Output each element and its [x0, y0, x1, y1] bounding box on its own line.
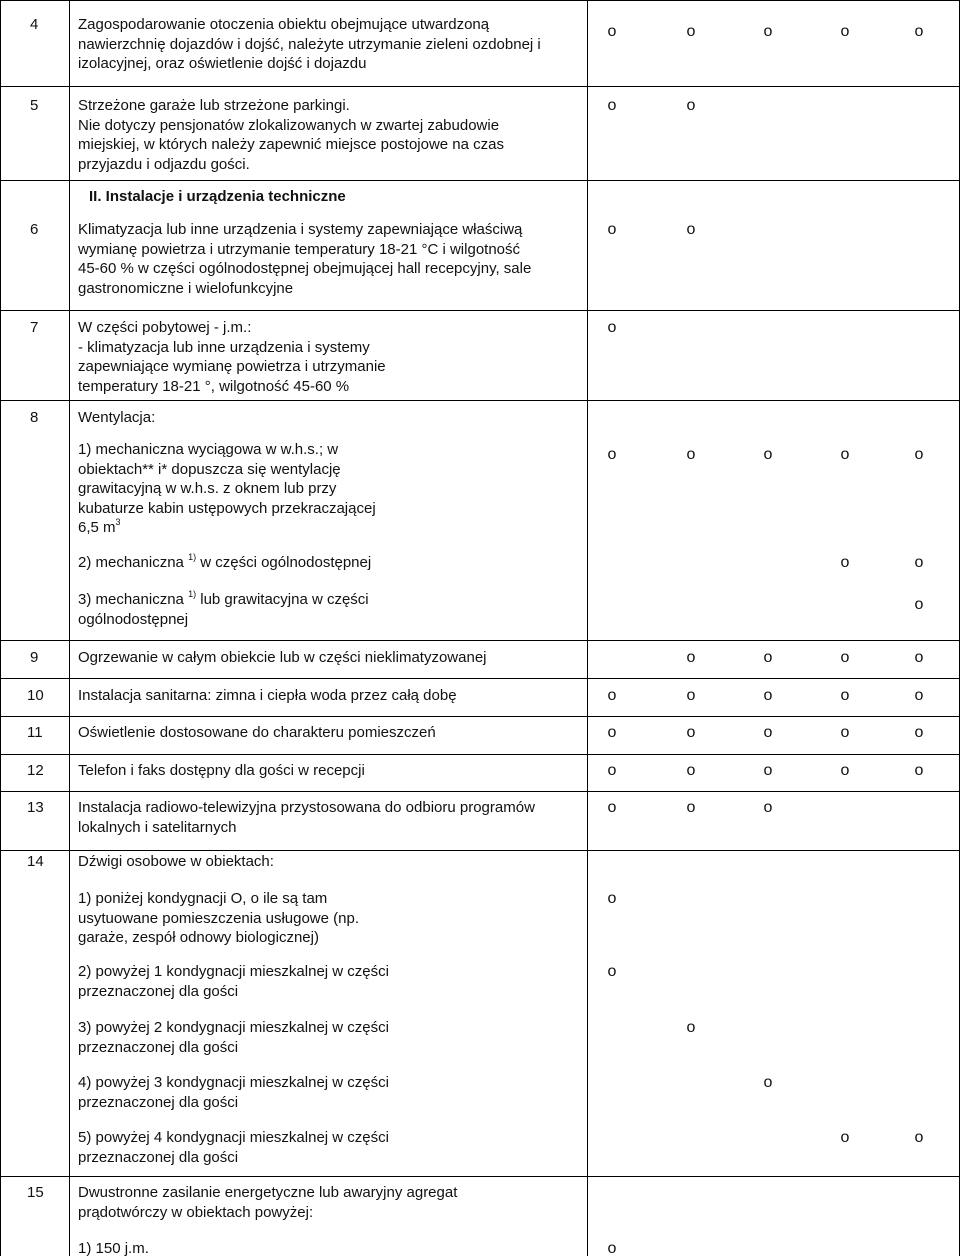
description-line: 45-60 % w części ogólnodostępnej obejmującej hall recepcyjny, sale	[78, 260, 532, 277]
category-mark: o	[607, 890, 617, 907]
description-line: grawitacyjną w w.h.s. z oknem lub przy	[78, 480, 337, 497]
category-mark: o	[763, 687, 773, 704]
description-line: Instalacja radiowo-telewizyjna przystosowana do odbioru programów	[78, 799, 535, 816]
description-line: temperatury 18-21 °, wilgotność 45-60 %	[78, 377, 350, 395]
description-line: usytuowane pomieszczenia usługowe (np.	[78, 909, 359, 927]
description-line: lokalnych i satelitarnych	[78, 818, 237, 836]
description-line: Dwustronne zasilanie energetyczne lub awaryjny agregat	[78, 1184, 458, 1201]
description-line: 5) powyżej 4 kondygnacji mieszkalnej w części	[78, 1129, 389, 1146]
row-description	[78, 408, 155, 428]
description-line: Wentylacja:	[78, 409, 156, 426]
description-line: 1) mechaniczna wyciągowa w w.h.s.; w	[78, 441, 339, 458]
description-line: Oświetlenie dostosowane do charakteru pomieszczeń	[78, 724, 436, 741]
description-line: miejskiej, w których należy zapewnić miejsce postojowe na czas	[78, 136, 505, 153]
row-description	[78, 852, 274, 872]
description-line: Strzeżone garaże lub strzeżone parkingi.	[78, 97, 350, 114]
row-rule	[0, 716, 960, 717]
row-rule	[0, 180, 960, 181]
row-description	[78, 1018, 389, 1057]
description-line: 6,5 $m^3$	[78, 517, 121, 536]
row-description	[78, 220, 531, 298]
category-mark: o	[607, 221, 617, 238]
column-rule	[69, 0, 70, 1256]
row-number: 12	[27, 762, 44, 779]
row-description	[78, 723, 436, 743]
row-number: 7	[30, 319, 39, 336]
row-description	[78, 761, 365, 781]
category-mark: o	[840, 1129, 850, 1146]
description-line: Ogrzewanie w całym obiekcie lub w części nieklimatyzowanej	[78, 649, 487, 666]
row-description	[78, 889, 359, 948]
description-line: - klimatyzacja lub inne urządzenia i systemy	[78, 338, 370, 356]
row-description	[78, 96, 504, 174]
category-mark: o	[763, 799, 773, 816]
category-mark: o	[763, 23, 773, 40]
category-mark: o	[840, 762, 850, 779]
category-mark: o	[914, 649, 924, 666]
category-mark: o	[914, 1129, 924, 1146]
category-mark: o	[686, 97, 696, 114]
category-mark: o	[914, 687, 924, 704]
row-rule	[0, 86, 960, 87]
category-mark: o	[607, 319, 617, 336]
description-line: Klimatyzacja lub inne urządzenia i systemy zapewniające właściwą	[78, 221, 523, 238]
row-rule	[0, 791, 960, 792]
row-number: 13	[27, 799, 44, 816]
description-line: 3) powyżej 2 kondygnacji mieszkalnej w części	[78, 1019, 389, 1036]
row-description	[78, 962, 389, 1001]
category-mark: o	[686, 724, 696, 741]
row-description	[78, 440, 376, 538]
description-line: Instalacja sanitarna: zimna i ciepła woda przez całą dobę	[78, 687, 457, 704]
description-line: W części pobytowej - j.m.:	[78, 319, 252, 336]
category-mark: o	[914, 596, 924, 613]
row-number: 5	[30, 97, 39, 114]
category-mark: o	[607, 97, 617, 114]
description-line: 4) powyżej 3 kondygnacji mieszkalnej w części	[78, 1074, 389, 1091]
row-description	[78, 318, 386, 396]
row-description	[78, 590, 369, 629]
row-number: 10	[27, 687, 44, 704]
row-number: 8	[30, 409, 39, 426]
row-rule	[0, 640, 960, 641]
category-mark: o	[686, 221, 696, 238]
section-heading: II. Instalacje i urządzenia techniczne	[89, 188, 346, 205]
row-description	[78, 1073, 389, 1112]
category-mark: o	[914, 446, 924, 463]
description-line: izolacyjnej, oraz oświetlenie dojść i dojazdu	[78, 55, 367, 72]
row-rule	[0, 0, 960, 1]
row-rule	[0, 310, 960, 311]
description-line: przeznaczonej dla gości	[78, 1093, 239, 1111]
row-number: 9	[30, 649, 39, 666]
description-line: gastronomiczne i wielofunkcyjne	[78, 279, 294, 297]
description-line: przeznaczonej dla gości	[78, 982, 239, 1000]
category-mark: o	[840, 23, 850, 40]
row-description	[78, 1183, 457, 1222]
description-line: 1) poniżej kondygnacji O, o ile są tam	[78, 890, 328, 907]
category-mark: o	[840, 649, 850, 666]
row-rule	[0, 850, 960, 851]
description-line: prądotwórczy w obiektach powyżej:	[78, 1203, 314, 1221]
row-description	[78, 553, 371, 573]
category-mark: o	[686, 1019, 696, 1036]
category-mark: o	[763, 446, 773, 463]
category-mark: o	[686, 446, 696, 463]
category-mark: o	[607, 724, 617, 741]
description-line: przyjazdu i odjazdu gości.	[78, 155, 250, 173]
category-mark: o	[840, 446, 850, 463]
row-description	[78, 1128, 389, 1167]
category-mark: o	[607, 799, 617, 816]
row-description	[78, 798, 535, 837]
description-line: 3) mechaniczna $^{1)}$ lub grawitacyjna w części	[78, 589, 369, 608]
description-line: 2) mechaniczna $^{1)}$ w części ogólnodostępnej	[78, 552, 372, 571]
category-mark: o	[686, 23, 696, 40]
category-mark: o	[914, 23, 924, 40]
row-description	[78, 15, 541, 74]
category-mark: o	[763, 724, 773, 741]
row-description	[78, 648, 487, 668]
description-line: wymianę powietrza i utrzymanie temperatury 18-21 °C i wilgotność	[78, 240, 521, 258]
description-line: przeznaczonej dla gości	[78, 1148, 239, 1166]
category-mark: o	[607, 23, 617, 40]
category-mark: o	[763, 762, 773, 779]
description-line: nawierzchnię dojazdów i dojść, należyte utrzymanie zieleni ozdobnej i	[78, 35, 541, 53]
row-number: 11	[27, 724, 43, 741]
category-mark: o	[607, 1240, 617, 1257]
description-line: garaże, zespół odnowy biologicznej)	[78, 929, 319, 946]
description-line: Zagospodarowanie otoczenia obiektu obejmujące utwardzoną	[78, 16, 490, 33]
description-line: 2) powyżej 1 kondygnacji mieszkalnej w części	[78, 963, 389, 980]
description-line: Dźwigi osobowe w obiektach:	[78, 853, 274, 870]
category-mark: o	[840, 554, 850, 571]
description-line: zapewniające wymianę powietrza i utrzymanie	[78, 358, 386, 375]
row-number: 15	[27, 1184, 44, 1201]
row-rule	[0, 1176, 960, 1177]
column-rule	[0, 0, 1, 1256]
category-mark: o	[763, 649, 773, 666]
category-mark: o	[686, 687, 696, 704]
row-rule	[0, 400, 960, 401]
category-mark: o	[686, 762, 696, 779]
row-number: 6	[30, 221, 39, 238]
category-mark: o	[840, 687, 850, 704]
row-number: 14	[27, 853, 44, 870]
row-number: 4	[30, 16, 39, 33]
category-mark: o	[607, 446, 617, 463]
category-mark: o	[607, 762, 617, 779]
category-mark: o	[686, 649, 696, 666]
category-mark: o	[763, 1074, 773, 1091]
row-rule	[0, 678, 960, 679]
description-line: ogólnodostępnej	[78, 610, 189, 628]
category-mark: o	[686, 799, 696, 816]
category-mark: o	[914, 554, 924, 571]
description-line: kubaturze kabin ustępowych przekraczającej	[78, 499, 376, 517]
category-mark: o	[607, 963, 617, 980]
category-mark: o	[840, 724, 850, 741]
row-rule	[0, 754, 960, 755]
description-line: obiektach** i* dopuszcza się wentylację	[78, 460, 341, 478]
row-description	[78, 686, 457, 706]
category-mark: o	[914, 762, 924, 779]
category-mark: o	[914, 724, 924, 741]
description-line: Telefon i faks dostępny dla gości w recepcji	[78, 762, 365, 779]
description-line: 1) 150 j.m.	[78, 1240, 149, 1257]
description-line: przeznaczonej dla gości	[78, 1038, 239, 1056]
column-rule	[587, 0, 588, 1256]
category-mark: o	[607, 687, 617, 704]
description-line: Nie dotyczy pensjonatów zlokalizowanych w zwartej zabudowie	[78, 116, 500, 134]
